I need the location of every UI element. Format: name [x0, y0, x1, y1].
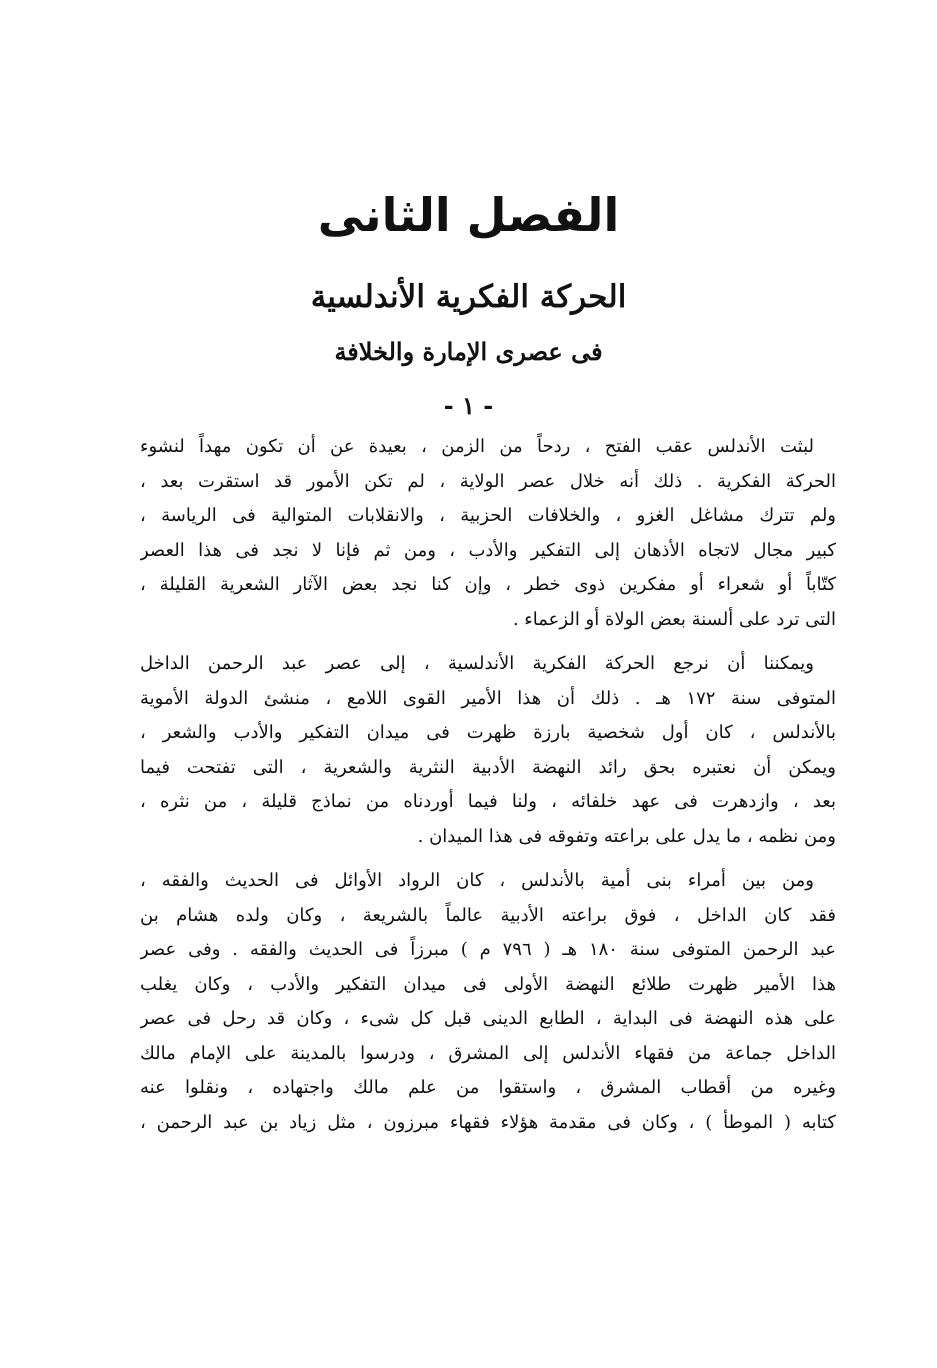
text-line: بالأندلس ، كان أول شخصية بارزة ظهرت فى ميدان التفكير والأدب والشعر ،: [140, 722, 836, 743]
text-line: عبد الرحمن المتوفى سنة ١٨٠ هـ ( ٧٩٦ م ) مبرزاً فى الحديث والفقه . وفى عصر: [140, 939, 836, 960]
text-line: فقد كان الداخل ، فوق براعته الأدبية عالماً بالشريعة ، وكان ولده هشام بن: [140, 904, 836, 926]
text-line: بعد ، وازدهرت فى عهد خلفائه ، ولنا فيما أوردناه من نماذج قليلة ، من نثره ،: [140, 791, 836, 812]
text-line: ويمكن أن نعتبره بحق رائد النهضة الأدبية النثرية والشعرية ، التى تفتحت فيما: [140, 756, 836, 778]
text-line: على هذه النهضة فى البداية ، الطابع الدينى قبل كل شىء ، وكان قد رحل فى عصر: [140, 1008, 836, 1029]
section-title: الحركة الفكرية الأندلسية: [310, 279, 627, 315]
section-number: - ١ -: [443, 391, 494, 420]
text-line: لبثت الأندلس عقب الفتح ، ردحاً من الزمن ، بعيدة عن أن تكون مهداً لنشوء: [140, 436, 814, 457]
text-line: كبير مجال لاتجاه الأذهان إلى التفكير والأدب ، ومن ثم فإنا لا نجد فى هذا العصر: [140, 539, 836, 561]
text-line: كتّاباً أو شعراء أو مفكرين ذوى خطر ، وإن كنا نجد بعض الآثار الشعرية القليلة ،: [140, 574, 836, 595]
text-line: ومن بين أمراء بنى أمية بالأندلس ، كان الرواد الأوائل فى الحديث والفقه ،: [140, 870, 814, 891]
paragraph-3: [140, 864, 836, 1140]
text-line: الداخل جماعة من فقهاء الأندلس إلى المشرق ، ودرسوا بالمدينة على الإمام مالك: [140, 1042, 836, 1064]
text-line: المتوفى سنة ١٧٢ هـ . ذلك أن هذا الأمير القوى اللامع ، منشئ الدولة الأموية: [140, 687, 836, 709]
paragraph-1: [140, 430, 836, 637]
text-line: ولم تترك مشاغل الغزو ، والخلافات الحزبية ، والانقلابات المتوالية فى الرياسة ،: [140, 505, 836, 526]
body-text: [140, 430, 836, 1150]
text-line: وغيره من أقطاب المشرق ، واستقوا من علم مالك واجتهاده ، ونقلوا عنه: [140, 1077, 836, 1098]
text-line: هذا الأمير ظهرت طلائع النهضة الأولى فى ميدان التفكير والأدب ، وكان يغلب: [140, 973, 836, 995]
text-line: كتابه ( الموطأ ) ، وكان فى مقدمة هؤلاء فقهاء مبرزون ، مثل زياد بن عبد الرحمن ،: [140, 1111, 836, 1133]
chapter-title: الفصل الثانى: [317, 188, 620, 242]
text-line: ومن نظمه ، ما يدل على براعته وتفوقه فى هذا الميدان .: [417, 825, 836, 847]
text-line: ويمكننا أن نرجع الحركة الفكرية الأندلسية ، إلى عصر عبد الرحمن الداخل: [140, 653, 814, 674]
text-line: الحركة الفكرية . ذلك أنه خلال عصر الولاية ، لم تكن الأمور قد استقرت بعد ،: [140, 470, 836, 492]
paragraph-2: [140, 647, 836, 854]
section-subtitle: فى عصرى الإمارة والخلافة: [334, 337, 603, 366]
text-line: التى ترد على ألسنة بعض الولاة أو الزعماء .: [512, 608, 836, 630]
